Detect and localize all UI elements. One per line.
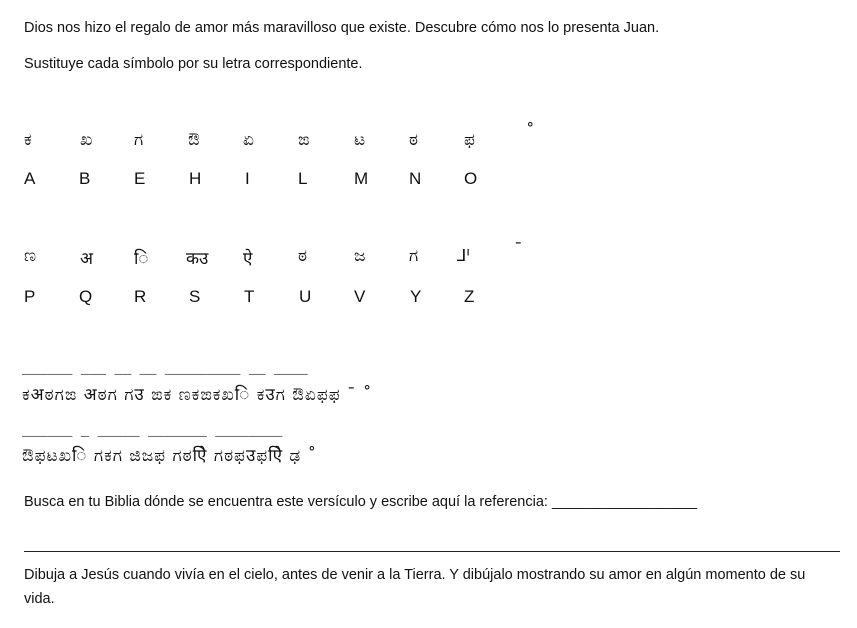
puzzle-line1-blanks: ______ ___ __ __ _________ __ ____ [22, 362, 308, 378]
key-symbol: ಫ [464, 130, 475, 150]
key-letter: T [244, 287, 255, 306]
key-letter: Y [410, 287, 422, 306]
key-symbol: ि [134, 249, 149, 269]
puzzle-line2-blanks: ______ _ _____ _______ ________ [22, 424, 283, 440]
puzzle-line1-symbols: ಕअಠಗಙ अಠಗ ಗउ ಙಕ ಣಕಙಕಖि ಕउಗ ಔಏಫಫ ˉ ˚ [22, 385, 373, 405]
section-divider [24, 551, 840, 552]
key-letter: N [409, 169, 422, 188]
key-symbol: अ [80, 249, 93, 269]
puzzle-line2-symbols: ಔಫಟಖि ಗಕಗ ಜಿಜಫ ಗಠऐि ಗಠಫउಫऐि ಢ ˚ [22, 446, 318, 466]
key-letter: A [24, 169, 36, 188]
key-symbol: ಙ [298, 130, 310, 150]
key-letter: L [298, 169, 308, 188]
key-letter: U [299, 287, 312, 306]
key-symbol: कउ [186, 249, 209, 269]
instruction-text: Sustituye cada símbolo por su letra correspondiente. [24, 56, 363, 72]
key-letter: V [354, 287, 366, 306]
key-symbol: ˉ [514, 240, 523, 260]
key-symbol: ಖ [80, 130, 93, 150]
key-symbol: ಠ [298, 246, 307, 266]
key-letter: O [464, 169, 478, 188]
intro-text: Dios nos hizo el regalo de amor más maravilloso que existe. Descubre cómo nos lo presenta Juan. [24, 20, 660, 36]
key-letter: P [24, 287, 36, 306]
key-symbol: ˚ [526, 122, 535, 142]
key-letter: Z [464, 287, 475, 306]
key-letter: S [189, 287, 201, 306]
key-letter: H [189, 169, 202, 188]
key-symbol: ಗ [134, 130, 144, 150]
key-symbol: ಠ [409, 130, 418, 150]
key-letter: M [354, 169, 369, 188]
key-symbol: ᒧᑊ [456, 246, 470, 266]
key-symbol: ಏ [243, 130, 254, 150]
key-symbol: ಕ [24, 130, 32, 150]
key-letter: I [245, 169, 250, 188]
key-symbol: ऐ [243, 249, 253, 269]
key-symbol: ಗ [409, 246, 419, 266]
key-symbol: ಜ [354, 246, 366, 266]
key-letter: E [134, 169, 146, 188]
key-letter: R [134, 287, 147, 306]
reference-prompt: Busca en tu Biblia dónde se encuentra este versículo y escribe aquí la referencia: __________________ [24, 494, 698, 510]
key-letter: Q [79, 287, 93, 306]
key-symbol: ಣ [24, 246, 37, 266]
key-symbol: ಔ [188, 130, 200, 150]
key-symbol: ಟ [354, 130, 366, 150]
key-letter: B [79, 169, 91, 188]
drawing-prompt: Dibuja a Jesús cuando vivía en el cielo, antes de venir a la Tierra. Y dibújalo mostrando su amor en algún momento de su vida. [24, 567, 806, 607]
